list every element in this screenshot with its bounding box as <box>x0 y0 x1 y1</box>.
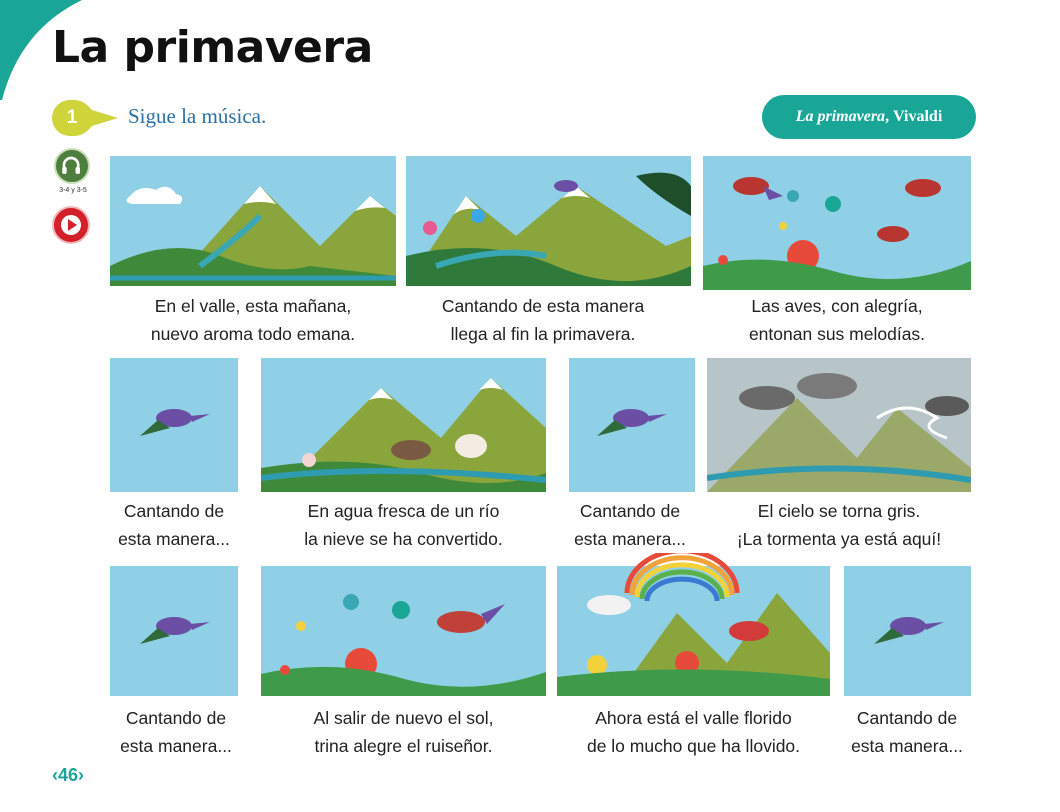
caption-line: Cantando de <box>123 501 225 521</box>
caption-line: Ahora está el valle florido <box>595 708 792 728</box>
caption-line: ¡La tormenta ya está aquí! <box>736 529 942 549</box>
headphones-icon <box>56 150 88 182</box>
caption-line: esta manera... <box>851 736 963 756</box>
illustration-valley <box>110 156 396 286</box>
caption-line: la nieve se ha convertido. <box>304 529 503 549</box>
caption-line: nuevo aroma todo emana. <box>150 324 356 344</box>
caption-line: entonan sus melodías. <box>748 324 926 344</box>
illustration-bird <box>110 566 238 696</box>
caption-line: El cielo se torna gris. <box>757 501 921 521</box>
caption-line: esta manera... <box>574 529 686 549</box>
audio-button[interactable] <box>54 148 90 184</box>
caption-2 <box>400 292 686 348</box>
caption-line: Cantando de <box>856 708 958 728</box>
caption-11 <box>832 704 982 760</box>
caption-line: trina alegre el ruiseñor. <box>314 736 493 756</box>
caption-line: llega al fin la primavera. <box>450 324 636 344</box>
play-icon <box>54 208 88 242</box>
illustration-storm <box>707 358 971 492</box>
illustration-bird <box>569 358 695 492</box>
caption-4 <box>100 497 248 553</box>
caption-8 <box>102 704 250 760</box>
caption-line: En agua fresca de un río <box>307 501 500 521</box>
illustration-river-animals <box>261 358 546 492</box>
song-author: Vivaldi <box>893 108 943 125</box>
exercise-instruction: Sigue la música. <box>128 104 267 128</box>
page-number-value: 46 <box>58 765 79 785</box>
page-number: ‹46› <box>52 765 85 785</box>
caption-7 <box>707 497 971 553</box>
audio-track-label: 3-4 y 3-5 <box>59 187 87 194</box>
illustration-spring-arrives <box>406 156 691 286</box>
caption-line: de lo mucho que ha llovido. <box>586 736 801 756</box>
caption-line: Cantando de esta manera <box>441 296 645 316</box>
caption-line: Cantando de <box>125 708 227 728</box>
illustration-birds-singing <box>703 156 971 290</box>
caption-line: En el valle, esta mañana, <box>154 296 352 316</box>
caption-3 <box>703 292 971 348</box>
play-button[interactable] <box>52 206 90 244</box>
caption-line: Al salir de nuevo el sol, <box>313 708 494 728</box>
caption-line: esta manera... <box>120 736 232 756</box>
caption-5 <box>261 497 546 553</box>
illustration-bird <box>844 566 971 696</box>
exercise-number: 1 <box>66 107 78 128</box>
illustration-rainbow-valley <box>557 553 830 696</box>
caption-line: Cantando de <box>579 501 681 521</box>
page-title: La primavera <box>52 22 373 73</box>
song-badge <box>762 95 976 139</box>
illustration-bird <box>110 358 238 492</box>
song-separator: , <box>885 108 890 125</box>
caption-line: Las aves, con alegría, <box>751 296 923 316</box>
caption-9 <box>261 704 546 760</box>
illustration-nightingale-sun <box>261 566 546 696</box>
caption-10 <box>557 704 830 760</box>
caption-6 <box>556 497 704 553</box>
caption-line: esta manera... <box>118 529 230 549</box>
caption-1 <box>110 292 396 348</box>
song-title: La primavera <box>795 108 886 125</box>
